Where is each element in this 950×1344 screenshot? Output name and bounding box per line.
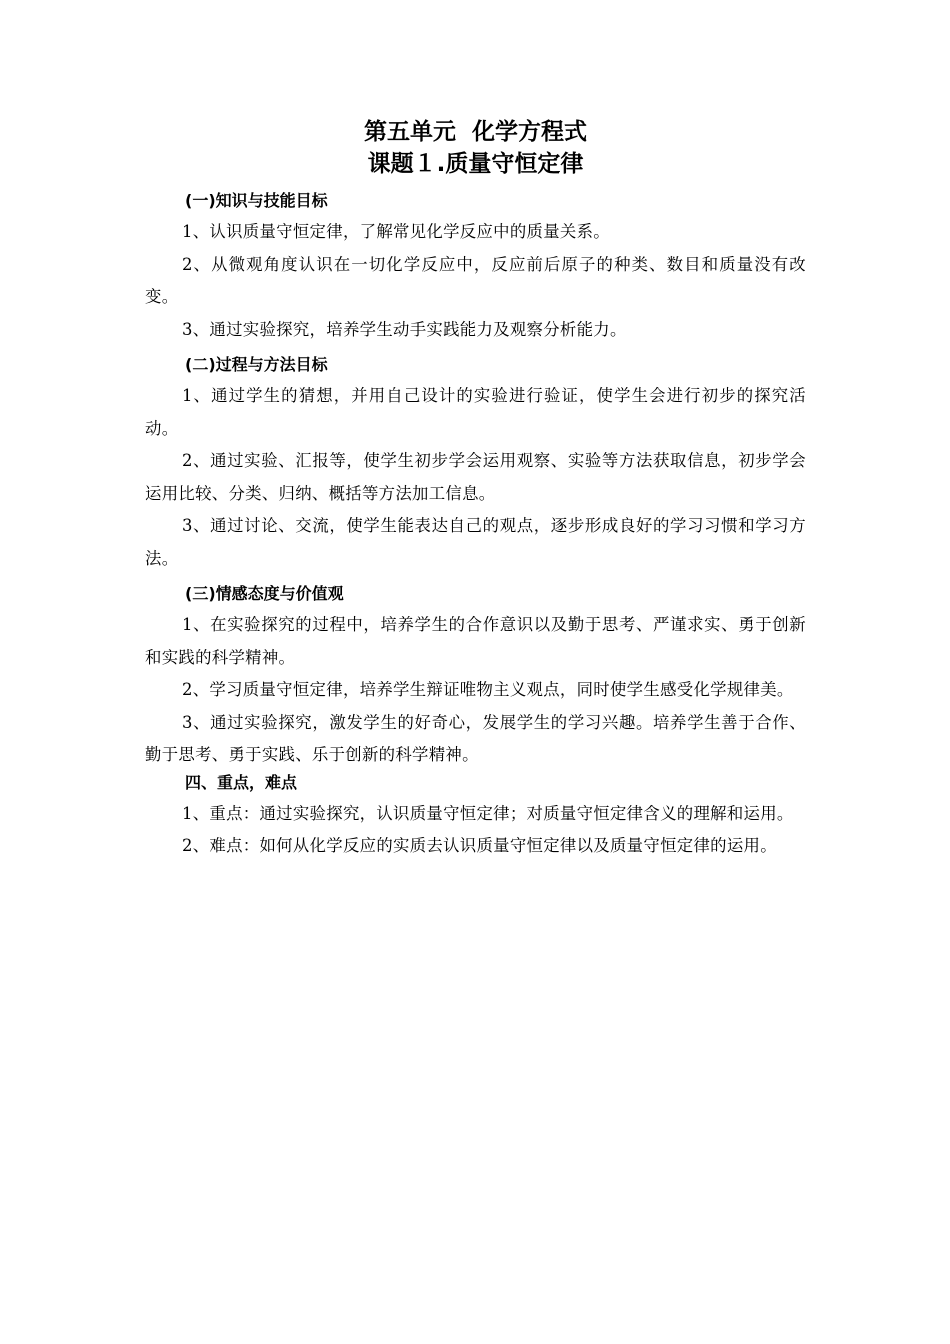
knowledge-item-2: 2、从微观角度认识在一切化学反应中，反应前后原子的种类、数目和质量没有改变。 [145, 254, 806, 306]
section-heading-key-points: 四、重点，难点 [185, 772, 298, 792]
attitude-item-2: 2、学习质量守恒定律，培养学生辩证唯物主义观点，同时使学生感受化学规律美。 [182, 680, 794, 699]
process-item-1: 1、通过学生的猜想，并用自己设计的实验进行验证，使学生会进行初步的探究活动。 [145, 386, 806, 438]
knowledge-item-3: 3、通过实验探究，培养学生动手实践能力及观察分析能力。 [182, 319, 627, 339]
difficulty-item: 2、难点：如何从化学反应的实质去认识质量守恒定律以及质量守恒定律的运用。 [182, 836, 777, 855]
attitude-item-3: 3、通过实验探究，激发学生的好奇心，发展学生的学习兴趣。培养学生善于合作、勤于思考、勇于实践、乐于创新的科学精神。 [145, 712, 806, 764]
attitude-item-1: 1、在实验探究的过程中，培养学生的合作意识以及勤于思考、严谨求实、勇于创新和实践的科学精神。 [145, 615, 806, 667]
process-item-3: 3、通过讨论、交流，使学生能表达自己的观点，逐步形成良好的学习习惯和学习方法。 [145, 516, 806, 568]
key-point-item: 1、重点：通过实验探究，认识质量守恒定律；对质量守恒定律含义的理解和运用。 [182, 803, 794, 823]
section-heading-knowledge: (一)知识与技能目标 [185, 191, 328, 210]
lesson-title: 课题１.质量守恒定律 [367, 151, 584, 177]
document-content [145, 116, 806, 863]
section-heading-process: (二)过程与方法目标 [185, 355, 328, 374]
knowledge-item-1: 1、认识质量守恒定律，了解常见化学反应中的质量关系。 [182, 222, 610, 241]
unit-title: 第五单元 化学方程式 [363, 119, 587, 145]
process-item-2: 2、通过实验、汇报等，使学生初步学会运用观察、实验等方法获取信息，初步学会运用比较、分类、归纳、概括等方法加工信息。 [145, 451, 806, 503]
section-heading-attitude: (三)情感态度与价值观 [185, 584, 344, 603]
